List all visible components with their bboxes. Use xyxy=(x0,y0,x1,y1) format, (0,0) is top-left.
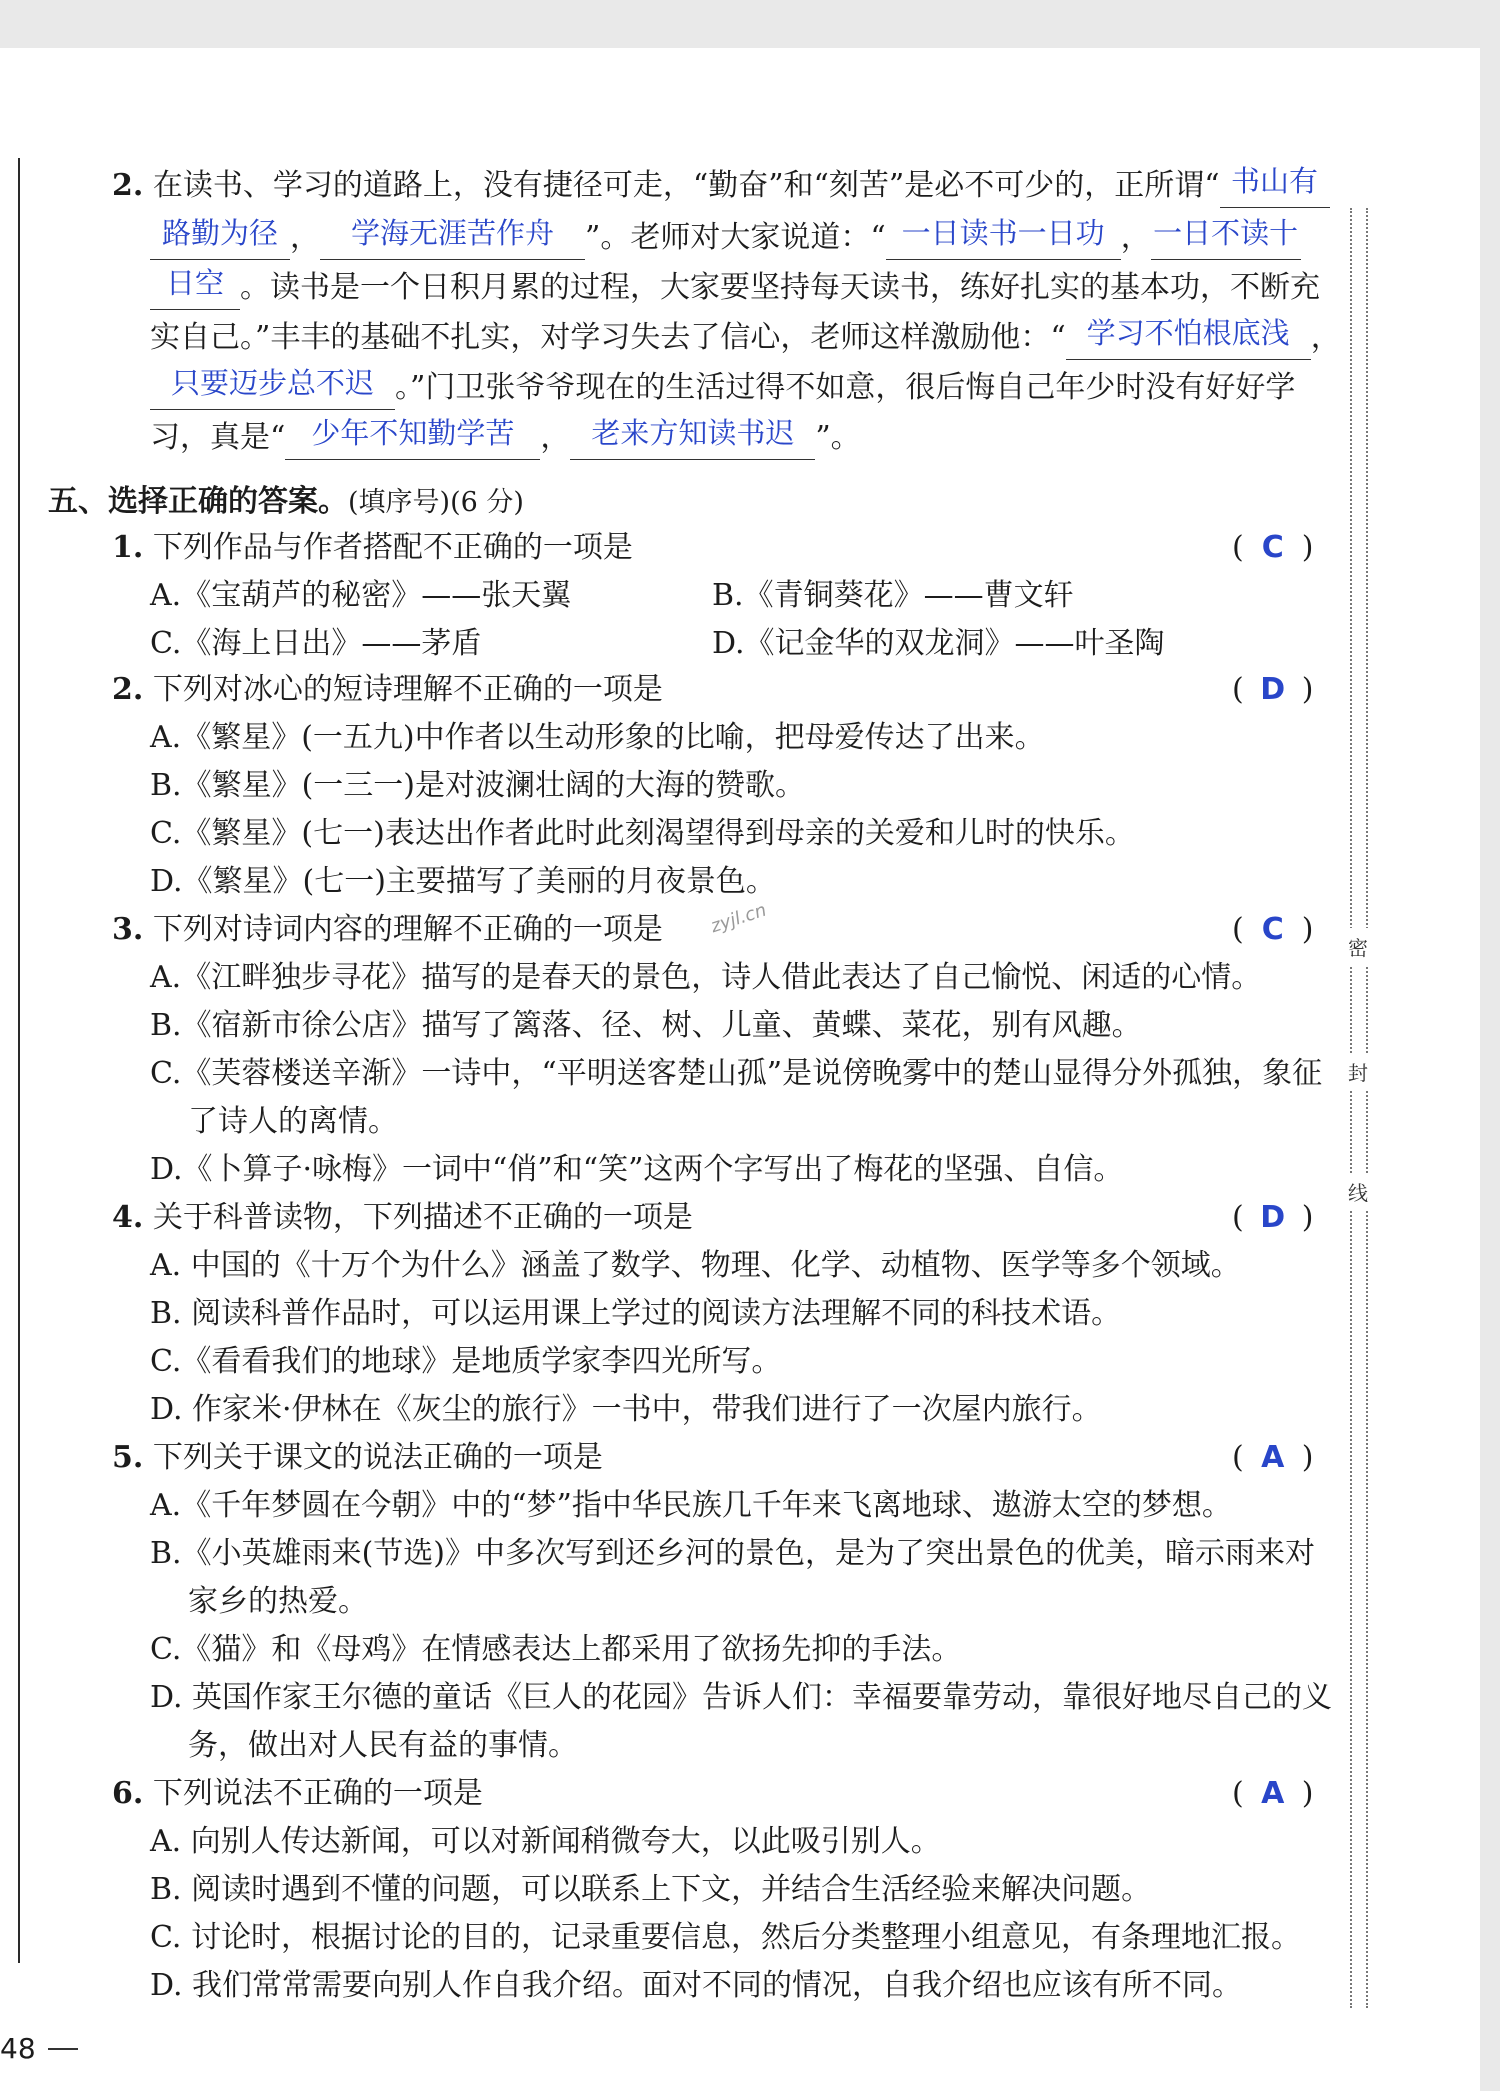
option-b: B.《青铜葵花》——曹文轩 xyxy=(712,578,1074,613)
option-b: B.《宿新市徐公店》描写了篱落、径、树、儿童、黄蝶、菜花，别有风趣。 xyxy=(150,1008,1142,1043)
answer-parentheses[interactable]: ( C ) xyxy=(1232,530,1314,565)
q2-line-2: 路勤为径 ， 学海无涯苦作舟 ”。老师对大家说道：“ 一日读书一日功 ， 一日不读十 xyxy=(150,216,1301,260)
question-stem: 6. 下列说法不正确的一项是 xyxy=(112,1776,483,1811)
binding-mark-xian: 线 xyxy=(1346,1173,1370,1210)
option-d: D.《卜算子·咏梅》一词中“俏”和“笑”这两个字写出了梅花的坚强、自信。 xyxy=(150,1152,1124,1187)
answer-parentheses[interactable]: ( C ) xyxy=(1232,912,1314,947)
option-a: A.《繁星》(一五九)中作者以生动形象的比喻，把母爱传达了出来。 xyxy=(150,720,1045,755)
question-stem: 5. 下列关于课文的说法正确的一项是 xyxy=(112,1440,603,1475)
option-a: A.《江畔独步寻花》描写的是春天的景色，诗人借此表达了自己愉悦、闲适的心情。 xyxy=(150,960,1262,995)
answer-blank[interactable]: 一日不读十 xyxy=(1151,219,1301,260)
q2-line-5: 只要迈步总不迟 。”门卫张爷爷现在的生活过得不如意，很后悔自己年少时没有好好学 xyxy=(150,366,1295,410)
question-stem: 1. 下列作品与作者搭配不正确的一项是 xyxy=(112,530,633,565)
watermark-text: zyjl.cn xyxy=(708,899,769,938)
answer-blank[interactable]: 学习不怕根底浅 xyxy=(1066,319,1311,360)
option-c: C.《繁星》(七一)表达出作者此时此刻渴望得到母亲的关爱和儿时的快乐。 xyxy=(150,816,1135,851)
option-b: B. 阅读科普作品时，可以运用课上学过的阅读方法理解不同的科技术语。 xyxy=(150,1296,1122,1331)
answer-parentheses[interactable]: ( D ) xyxy=(1232,1200,1314,1235)
answer-blank[interactable]: 少年不知勤学苦 xyxy=(285,419,540,460)
option-d-continued: 务，做出对人民有益的事情。 xyxy=(188,1728,578,1763)
answer-blank[interactable]: 学海无涯苦作舟 xyxy=(320,219,585,260)
option-c: C.《猫》和《母鸡》在情感表达上都采用了欲扬先抑的手法。 xyxy=(150,1632,962,1667)
option-b-continued: 家乡的热爱。 xyxy=(188,1584,368,1619)
answer-parentheses[interactable]: ( A ) xyxy=(1232,1776,1314,1811)
binding-dotted-line xyxy=(1350,208,1352,2008)
answer-blank[interactable]: 一日读书一日功 xyxy=(886,219,1121,260)
binding-mark-mi: 密 xyxy=(1346,928,1370,965)
question-stem: 4. 关于科普读物，下列描述不正确的一项是 xyxy=(112,1200,693,1235)
left-margin-rule xyxy=(18,158,20,1963)
answer-parentheses[interactable]: ( D ) xyxy=(1232,672,1314,707)
option-d: D. 我们常常需要向别人作自我介绍。面对不同的情况，自我介绍也应该有所不同。 xyxy=(150,1968,1243,2003)
section-5-heading: 五、选择正确的答案。(填序号)(6 分) xyxy=(48,484,524,519)
question-stem: 3. 下列对诗词内容的理解不正确的一项是 xyxy=(112,912,663,947)
workbook-page xyxy=(0,48,1480,2091)
option-c: C. 讨论时，根据讨论的目的，记录重要信息，然后分类整理小组意见，有条理地汇报。 xyxy=(150,1920,1301,1955)
option-b: B.《繁星》(一三一)是对波澜壮阔的大海的赞歌。 xyxy=(150,768,805,803)
binding-mark-feng: 封 xyxy=(1346,1053,1370,1090)
option-b: B. 阅读时遇到不懂的问题，可以联系上下文，并结合生活经验来解决问题。 xyxy=(150,1872,1152,1907)
page-number-dash xyxy=(48,2048,78,2050)
question-stem: 2. 下列对冰心的短诗理解不正确的一项是 xyxy=(112,672,663,707)
q2-line-6: 习，真是“ 少年不知勤学苦 ， 老来方知读书迟 ”。 xyxy=(150,416,861,460)
q2-line-4: 实自己。”丰丰的基础不扎实，对学习失去了信心，老师这样激励他：“ 学习不怕根底浅 ， xyxy=(150,316,1341,360)
option-c: C.《海上日出》——茅盾 xyxy=(150,626,482,661)
option-a: A.《宝葫芦的秘密》——张天翼 xyxy=(150,578,572,613)
option-c-continued: 了诗人的离情。 xyxy=(188,1104,398,1139)
option-c: C.《芙蓉楼送辛渐》一诗中，“平明送客楚山孤”是说傍晚雾中的楚山显得分外孤独，象征 xyxy=(150,1056,1323,1091)
answer-blank[interactable]: 老来方知读书迟 xyxy=(570,419,815,460)
answer-blank[interactable]: 书山有 xyxy=(1220,167,1330,208)
option-d: D. 作家米·伊林在《灰尘的旅行》一书中，带我们进行了一次屋内旅行。 xyxy=(150,1392,1102,1427)
option-a: A.《千年梦圆在今朝》中的“梦”指中华民族几千年来飞离地球、遨游太空的梦想。 xyxy=(150,1488,1232,1523)
option-a: A. 中国的《十万个为什么》涵盖了数学、物理、化学、动植物、医学等多个领域。 xyxy=(150,1248,1241,1283)
option-d: D. 英国作家王尔德的童话《巨人的花园》告诉人们：幸福要靠劳动，靠很好地尽自己的义 xyxy=(150,1680,1333,1715)
page-number: 48 xyxy=(0,2032,36,2065)
option-d: D.《记金华的双龙洞》——叶圣陶 xyxy=(712,626,1165,661)
answer-blank[interactable]: 日空 xyxy=(150,269,240,310)
q2-line-1: 2. 在读书、学习的道路上，没有捷径可走，“勤奋”和“刻苦”是必不可少的，正所谓“ 书山有 xyxy=(112,164,1330,208)
option-b: B.《小英雄雨来(节选)》中多次写到还乡河的景色，是为了突出景色的优美，暗示雨来对 xyxy=(150,1536,1315,1571)
option-a: A. 向别人传达新闻，可以对新闻稍微夸大，以此吸引别人。 xyxy=(150,1824,941,1859)
answer-parentheses[interactable]: ( A ) xyxy=(1232,1440,1314,1475)
option-c: C.《看看我们的地球》是地质学家李四光所写。 xyxy=(150,1344,782,1379)
q2-line-3: 日空 。读书是一个日积月累的过程，大家要坚持每天读书，练好扎实的基本功，不断充 xyxy=(150,266,1320,310)
answer-blank[interactable]: 路勤为径 xyxy=(150,219,290,260)
binding-dotted-line-inner xyxy=(1366,208,1368,2008)
option-d: D.《繁星》(七一)主要描写了美丽的月夜景色。 xyxy=(150,864,776,899)
answer-blank[interactable]: 只要迈步总不迟 xyxy=(150,369,395,410)
